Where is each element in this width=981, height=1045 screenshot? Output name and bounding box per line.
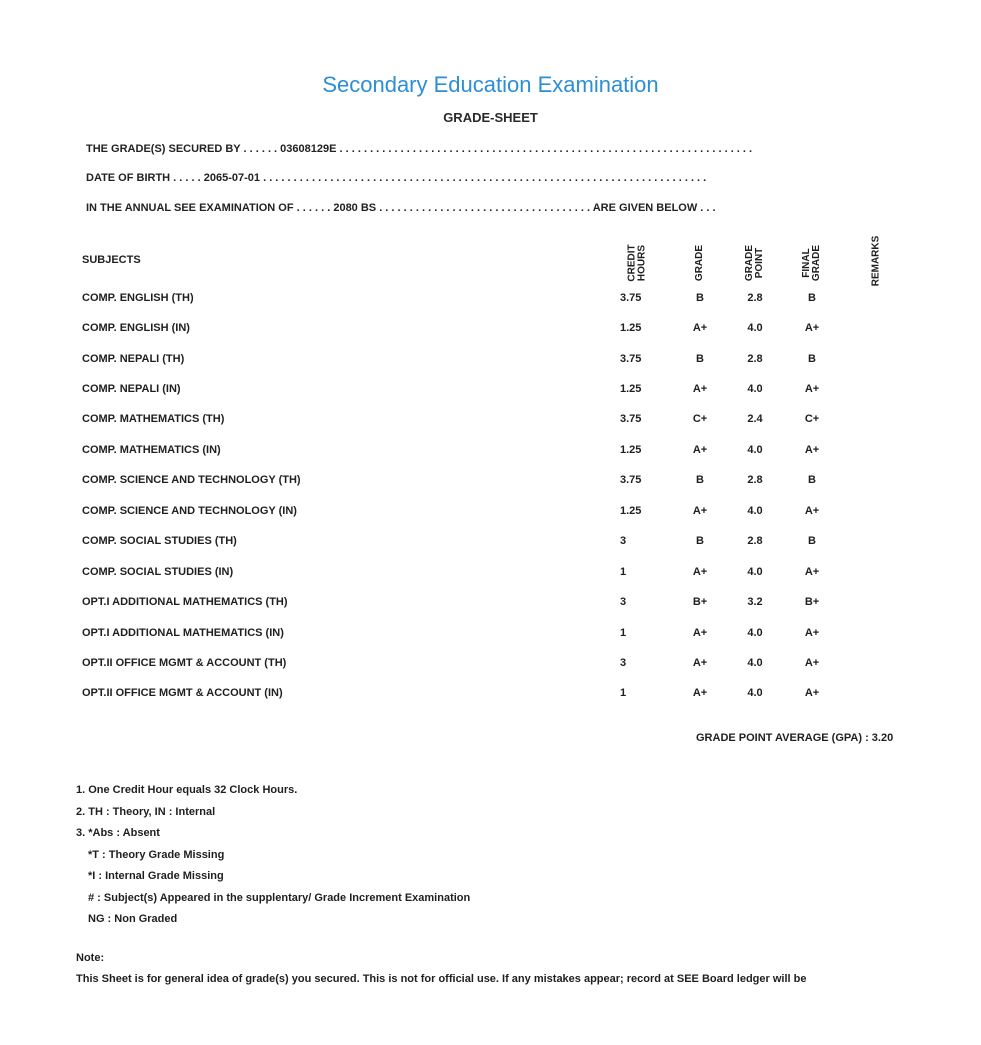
remarks-header xyxy=(864,230,888,292)
grade-cell: A+ xyxy=(692,322,708,334)
table-row xyxy=(0,596,981,616)
grade-cell: A+ xyxy=(692,444,708,456)
footnote-item: # : Subject(s) Appeared in the supplentary/ Grade Increment Examination xyxy=(88,891,471,904)
note-text: This Sheet is for general idea of grade(s) you secured. This is not for official use. If any mistakes appear; record at SEE Board ledger will be xyxy=(76,973,807,985)
gpa-summary: GRADE POINT AVERAGE (GPA) : 3.20 xyxy=(696,732,894,744)
grade-point-cell: 4.0 xyxy=(747,505,763,517)
final-grade-cell: B xyxy=(808,292,816,304)
subject-cell: OPT.I ADDITIONAL MATHEMATICS (IN) xyxy=(82,627,284,639)
table-row xyxy=(0,566,981,586)
grade-cell: C+ xyxy=(692,413,708,425)
credit-hours-cell: 1 xyxy=(620,627,627,639)
final-grade-cell: A+ xyxy=(804,383,820,395)
credit-hours-cell: 3 xyxy=(620,657,627,669)
footnote-item: 1. One Credit Hour equals 32 Clock Hours. xyxy=(76,784,298,796)
credit-hours-cell: 3.75 xyxy=(620,292,642,304)
grade-point-cell: 2.8 xyxy=(747,535,763,547)
credit-hours-header xyxy=(626,236,650,290)
grade-cell: B xyxy=(696,474,704,486)
table-row xyxy=(0,322,981,342)
grade-point-cell: 2.8 xyxy=(747,353,763,365)
footnote-item: 2. TH : Theory, IN : Internal xyxy=(76,805,216,818)
credit-hours-cell: 3.75 xyxy=(620,474,642,486)
table-row xyxy=(0,353,981,373)
credit-hours-header-line2: HOURS xyxy=(637,244,649,282)
grade-point-cell: 4.0 xyxy=(747,322,763,334)
subject-cell: COMP. MATHEMATICS (IN) xyxy=(82,444,221,456)
subject-cell: OPT.II OFFICE MGMT & ACCOUNT (IN) xyxy=(82,687,283,699)
credit-hours-cell: 1 xyxy=(620,687,627,699)
grade-cell: A+ xyxy=(692,687,708,699)
subject-cell: COMP. NEPALI (IN) xyxy=(82,383,181,395)
grade-point-cell: 2.8 xyxy=(747,292,763,304)
exam-line: IN THE ANNUAL SEE EXAMINATION OF . . . . . . 2080 BS . . . . . . . . . . . . . . . . . . . . . . . . . . . . . . . . . . . ARE GIVEN BELOW . . . xyxy=(86,202,716,214)
grade-point-header-line2: POINT xyxy=(754,247,765,279)
grade-point-cell: 2.4 xyxy=(747,413,763,425)
grade-cell: A+ xyxy=(692,383,708,395)
credit-hours-cell: 1.25 xyxy=(620,505,642,517)
grade-point-cell: 4.0 xyxy=(747,657,763,669)
grade-point-cell: 3.2 xyxy=(747,596,763,608)
subject-cell: COMP. SCIENCE AND TECHNOLOGY (IN) xyxy=(82,505,297,517)
page-title: Secondary Education Examination xyxy=(322,72,659,97)
dob-value: 2065-07-01 xyxy=(203,172,261,184)
grade-cell: A+ xyxy=(692,627,708,639)
page-subtitle: GRADE-SHEET xyxy=(443,110,538,125)
grade-point-cell: 4.0 xyxy=(747,444,763,456)
credit-hours-cell: 3 xyxy=(620,596,627,608)
table-row xyxy=(0,474,981,494)
grade-point-cell: 2.8 xyxy=(747,474,763,486)
footnote-item: NG : Non Graded xyxy=(88,913,178,925)
subject-cell: COMP. ENGLISH (TH) xyxy=(82,292,194,304)
grade-point-cell: 4.0 xyxy=(747,627,763,639)
grade-header xyxy=(688,236,712,290)
grade-cell: A+ xyxy=(692,657,708,669)
secured-by-label: THE GRADE(S) SECURED BY xyxy=(86,143,241,155)
grade-point-cell: 4.0 xyxy=(747,687,763,699)
table-row xyxy=(0,505,981,525)
subject-cell: COMP. SOCIAL STUDIES (IN) xyxy=(82,566,234,578)
table-row xyxy=(0,383,981,403)
credit-hours-cell: 3.75 xyxy=(620,413,642,425)
final-grade-header-line2: GRADE xyxy=(811,244,822,282)
credit-hours-cell: 1.25 xyxy=(620,444,642,456)
credit-hours-cell: 1.25 xyxy=(620,383,642,395)
footnote-item: *T : Theory Grade Missing xyxy=(88,848,225,861)
grade-cell: B xyxy=(696,353,704,365)
final-grade-cell: B xyxy=(808,474,816,486)
note-heading: Note: xyxy=(76,952,105,964)
exam-label: IN THE ANNUAL SEE EXAMINATION OF xyxy=(86,202,294,214)
grade-cell: B xyxy=(696,292,704,304)
subject-cell: COMP. MATHEMATICS (TH) xyxy=(82,413,225,425)
subject-cell: COMP. NEPALI (TH) xyxy=(82,353,185,365)
dob-line: DATE OF BIRTH . . . . . 2065-07-01 . . . . . . . . . . . . . . . . . . . . . . . . . . . . . . . . . . . . . . . . . . . . . . . . . . . . . . . . . . . . . . . . . . . . . . . . . xyxy=(86,172,707,184)
final-grade-cell: A+ xyxy=(804,566,820,578)
subject-cell: OPT.II OFFICE MGMT & ACCOUNT (TH) xyxy=(82,657,287,669)
credit-hours-cell: 3.75 xyxy=(620,353,642,365)
subject-cell: COMP. ENGLISH (IN) xyxy=(82,322,190,334)
subject-cell: COMP. SCIENCE AND TECHNOLOGY (TH) xyxy=(82,474,301,486)
subjects-header: SUBJECTS xyxy=(82,254,141,266)
exam-value: 2080 BS xyxy=(333,202,377,214)
grade-point-cell: 4.0 xyxy=(747,566,763,578)
table-row xyxy=(0,535,981,555)
grade-header-label: GRADE xyxy=(694,244,705,282)
credit-hours-cell: 1 xyxy=(620,566,627,578)
final-grade-cell: A+ xyxy=(804,657,820,669)
footnote-item: 3. *Abs : Absent xyxy=(76,827,160,839)
final-grade-cell: A+ xyxy=(804,444,820,456)
final-grade-cell: B xyxy=(808,535,816,547)
final-grade-cell: A+ xyxy=(804,322,820,334)
final-grade-cell: A+ xyxy=(804,687,820,699)
grade-point-header-line1: GRADE xyxy=(744,244,755,282)
dob-label: DATE OF BIRTH xyxy=(86,172,171,184)
table-row xyxy=(0,687,981,707)
footnotes-list xyxy=(76,780,470,931)
secured-by-value: 03608129E xyxy=(280,143,337,155)
grade-point-cell: 4.0 xyxy=(747,383,763,395)
grade-cell: B+ xyxy=(692,596,708,608)
credit-hours-header-line1: CREDIT xyxy=(627,244,639,282)
final-grade-cell: A+ xyxy=(804,627,820,639)
final-grade-header xyxy=(800,236,824,290)
exam-suffix: ARE GIVEN BELOW xyxy=(592,202,698,214)
grade-cell: A+ xyxy=(692,505,708,517)
table-row xyxy=(0,444,981,464)
final-grade-cell: A+ xyxy=(804,505,820,517)
credit-hours-cell: 3 xyxy=(620,535,627,547)
footnote-item: *I : Internal Grade Missing xyxy=(88,870,224,882)
credit-hours-cell: 1.25 xyxy=(620,322,642,334)
final-grade-header-line1: FINAL xyxy=(801,248,812,278)
subject-cell: COMP. SOCIAL STUDIES (TH) xyxy=(82,535,237,547)
final-grade-cell: C+ xyxy=(804,413,820,425)
table-row xyxy=(0,413,981,433)
remarks-header-label: REMARKS xyxy=(870,235,881,287)
final-grade-cell: B xyxy=(808,353,816,365)
grade-cell: A+ xyxy=(692,566,708,578)
table-row xyxy=(0,657,981,677)
grade-point-header xyxy=(743,236,767,290)
final-grade-cell: B+ xyxy=(804,596,820,608)
table-row xyxy=(0,292,981,312)
secured-by-line: THE GRADE(S) SECURED BY . . . . . . 03608129E . . . . . . . . . . . . . . . . . . . . . . . . . . . . . . . . . . . . . . . . . . . . . . . . . . . . . . . . . . . . . . . . . . . . xyxy=(86,143,753,155)
grade-cell: B xyxy=(696,535,704,547)
subject-cell: OPT.I ADDITIONAL MATHEMATICS (TH) xyxy=(82,596,288,608)
table-row xyxy=(0,627,981,647)
